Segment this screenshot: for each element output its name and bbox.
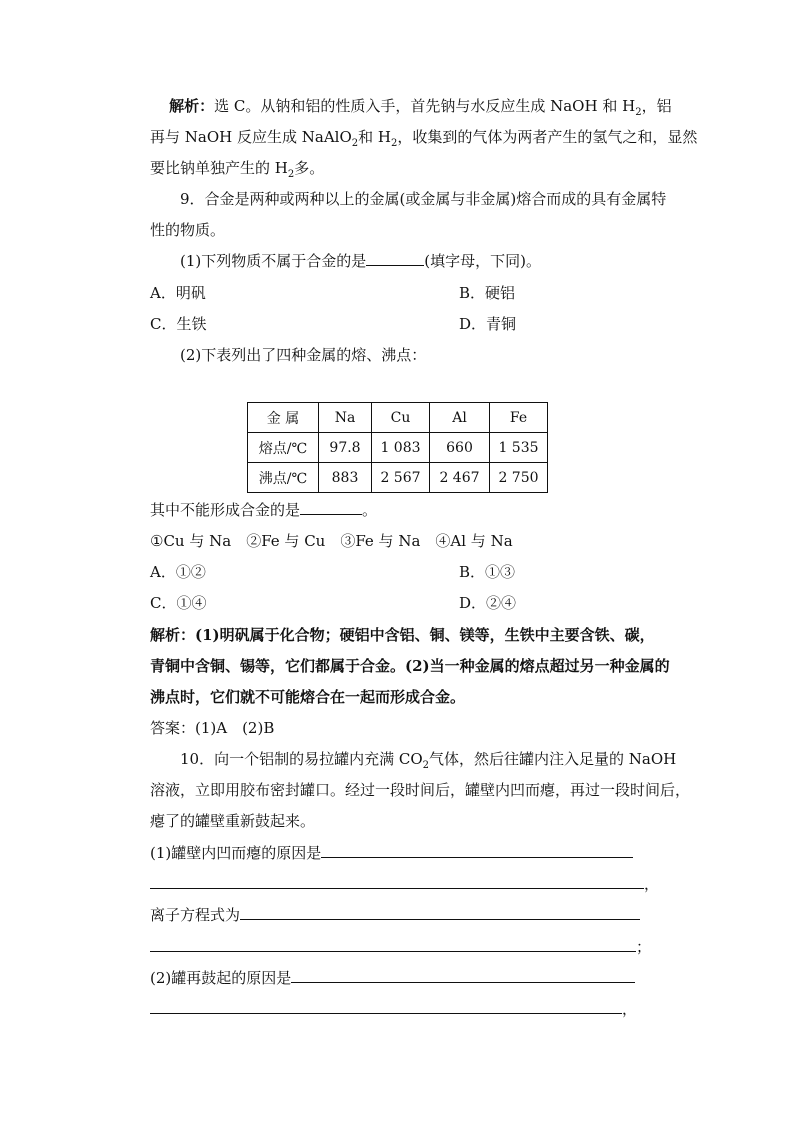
option-b: B．①③: [459, 563, 516, 581]
answer-line[interactable]: [150, 937, 636, 952]
analysis-label: 解析：: [150, 626, 196, 644]
table-header-cell: 金 属: [248, 403, 319, 433]
q9-answer: 答案：(1)A (2)B: [150, 719, 275, 737]
melting-boiling-table: [247, 402, 548, 493]
table-header-row: [248, 403, 548, 433]
answer-line[interactable]: [321, 843, 633, 858]
analysis-8-line-2: 再与 NaOH 反应生成 NaAlO$_2$和 $H_2$，收集到的气体为两者产生的氢气之和，显然: [150, 128, 698, 149]
q10-answer-line-2: ；: [150, 937, 651, 957]
table-cell: 2 567: [372, 463, 430, 493]
answer-blank[interactable]: [366, 251, 424, 266]
q10-answer-line-1: ，: [150, 874, 659, 894]
q10-stem-line-1: 10．向一个铝制的易拉罐内充满 $CO_2$气体，然后往罐内注入足量的 NaOH: [180, 750, 677, 771]
table-cell: 2 467: [430, 463, 490, 493]
q9-analysis-line-3: 沸点时，它们就不可能熔合在一起而形成合金。: [150, 688, 466, 706]
table-cell: 2 750: [490, 463, 548, 493]
table-header-cell: Na: [319, 403, 372, 433]
table-row: [248, 433, 548, 463]
answer-blank[interactable]: [300, 500, 362, 515]
answer-line[interactable]: [150, 999, 622, 1014]
q10-ion-equation: 离子方程式为: [150, 905, 640, 925]
table-header-cell: Al: [430, 403, 490, 433]
q9-analysis-line-2: 青铜中含铜、锡等，它们都属于合金。(2)当一种金属的熔点超过另一种金属的: [150, 657, 670, 675]
q10-sub-question-1: (1)罐壁内凹而瘪的原因是: [150, 843, 633, 863]
option-d: D．②④: [459, 594, 517, 612]
answer-line[interactable]: [240, 905, 640, 920]
q9-stem-line-2: 性的物质。: [150, 221, 226, 239]
table-cell: 1 083: [372, 433, 430, 463]
option-c: C．①④: [150, 594, 207, 612]
option-a: A．明矾: [150, 284, 206, 302]
table-cell: 熔点/℃: [248, 433, 319, 463]
table-cell: 97.8: [319, 433, 372, 463]
q10-stem-line-3: 瘪了的罐壁重新鼓起来。: [150, 812, 316, 830]
option-b: B．硬铝: [459, 284, 516, 302]
q10-stem-line-2: 溶液，立即用胶布密封罐口。经过一段时间后，罐壁内凹而瘪，再过一段时间后，: [150, 781, 691, 799]
q9-stem-line-1: 9．合金是两种或两种以上的金属(或金属与非金属)熔合而成的具有金属特: [180, 190, 667, 208]
option-d: D．青铜: [459, 315, 517, 333]
option-a: A．①②: [150, 563, 206, 581]
table-cell: 660: [430, 433, 490, 463]
q9-analysis-line-1: 解析：(1)明矾属于化合物；硬铝中含铝、铜、镁等，生铁中主要含铁、碳，: [150, 626, 655, 644]
q9-question: 其中不能形成合金的是 。: [150, 501, 378, 519]
answer-line[interactable]: [150, 874, 644, 889]
table-cell: 沸点/℃: [248, 463, 319, 493]
table-header-cell: Fe: [490, 403, 548, 433]
analysis-8-line-3: 要比钠单独产生的 $H_2$多。: [150, 159, 325, 180]
q9-pairs: ①Cu 与 Na ②Fe 与 Cu ③Fe 与 Na ④Al 与 Na: [150, 532, 513, 550]
answer-line[interactable]: [291, 968, 635, 983]
analysis-label: 解析：: [169, 97, 215, 115]
table-cell: 1 535: [490, 433, 548, 463]
table-header-cell: Cu: [372, 403, 430, 433]
analysis-8-line-1: 解析：选 C。从钠和铝的性质入手，首先钠与水反应生成 NaOH 和 $H_2$，铝: [169, 97, 672, 118]
q9-sub-question-2: (2)下表列出了四种金属的熔、沸点：: [180, 346, 427, 364]
q10-sub-question-2: (2)罐再鼓起的原因是: [150, 968, 635, 988]
table-cell: 883: [319, 463, 372, 493]
table-row: [248, 463, 548, 493]
q9-sub-question-1: (1)下列物质不属于合金的是 (填字母，下同)。: [180, 252, 541, 270]
q10-answer-line-3: ，: [150, 999, 637, 1019]
option-c: C．生铁: [150, 315, 207, 333]
